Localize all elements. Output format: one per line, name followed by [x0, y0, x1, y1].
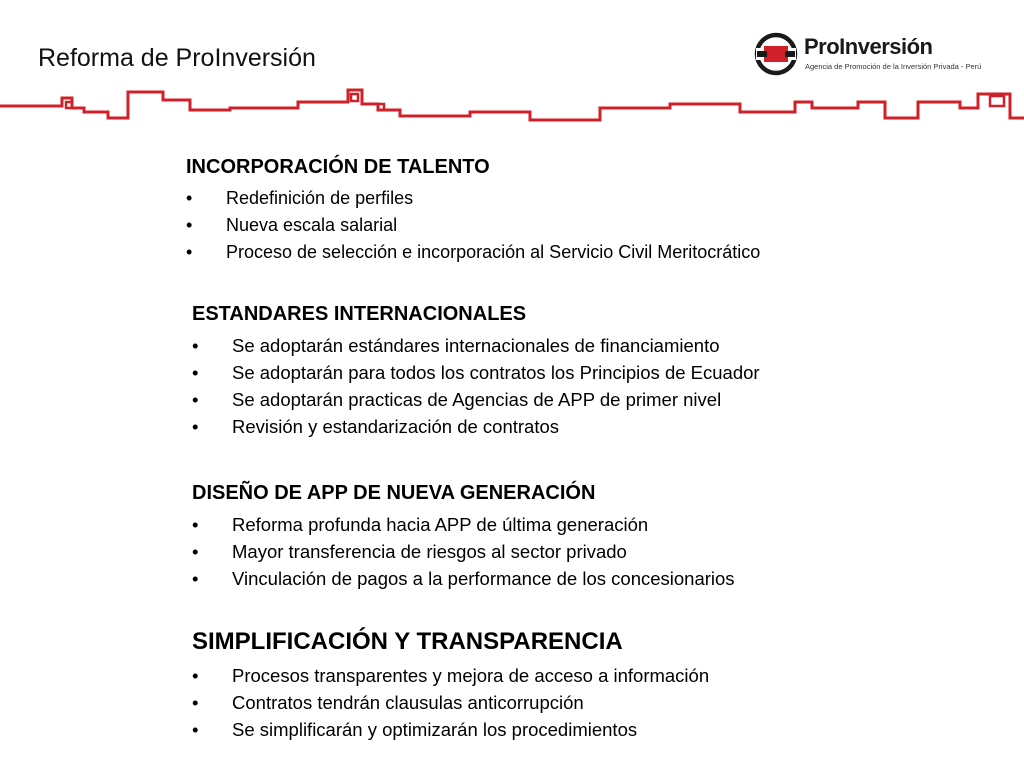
list-item [192, 662, 709, 689]
bullet-icon: • [186, 215, 193, 235]
list-item-text: Redefinición de perfiles [226, 188, 414, 208]
bullet-icon: • [186, 242, 193, 262]
section-simplificacion-transparencia [192, 628, 709, 743]
list-item-text: Nueva escala salarial [226, 215, 398, 235]
section-title: DISEÑO DE APP DE NUEVA GENERACIÓN [192, 482, 596, 504]
list-item [186, 239, 760, 266]
list-item-text: Revisión y estandarización de contratos [232, 416, 560, 437]
list-item-text: Reforma profunda hacia APP de última generación [232, 514, 649, 535]
list-item-text: Mayor transferencia de riesgos al sector privado [232, 541, 627, 562]
list-item-text: Se adoptarán para todos los contratos los Principios de Ecuador [232, 362, 760, 383]
bullet-icon: • [192, 719, 199, 740]
list-item-text: Contratos tendrán clausulas anticorrupción [232, 692, 584, 713]
bullet-icon: • [192, 416, 199, 437]
bullet-icon: • [192, 692, 199, 713]
list-item [192, 716, 709, 743]
list-item [192, 359, 760, 386]
list-item [192, 386, 760, 413]
bullet-icon: • [192, 514, 199, 535]
logo-tagline: Agencia de Promoción de la Inversión Privada - Perú [805, 62, 982, 71]
list-item-text: Proceso de selección e incorporación al Servicio Civil Meritocrático [226, 242, 761, 262]
bullet-list [192, 662, 709, 743]
bullet-icon: • [192, 568, 199, 589]
logo-name: ProInversión [804, 34, 933, 59]
list-item [192, 538, 735, 565]
bullet-icon: • [192, 362, 199, 383]
list-item-text: Se adoptarán estándares internacionales de financiamiento [232, 335, 720, 356]
list-item-text: Vinculación de pagos a la performance de los concesionarios [232, 568, 735, 589]
list-item-text: Se simplificarán y optimizarán los procedimientos [232, 719, 638, 740]
list-item [192, 332, 760, 359]
proinversion-logo-icon [754, 30, 802, 78]
list-item [192, 689, 709, 716]
list-item [186, 212, 760, 239]
list-item [192, 565, 735, 592]
section-diseno-app [192, 482, 735, 592]
section-title: ESTANDARES INTERNACIONALES [192, 303, 527, 325]
bullet-icon: • [192, 665, 199, 686]
list-item-text: Procesos transparentes y mejora de acceso a información [232, 665, 710, 686]
bullet-icon: • [192, 389, 199, 410]
list-item [192, 413, 760, 440]
list-item [192, 511, 735, 538]
section-title: SIMPLIFICACIÓN Y TRANSPARENCIA [192, 628, 623, 655]
skyline-line [0, 82, 1024, 128]
slide-title: Reforma de ProInversión [38, 44, 316, 72]
bullet-list [192, 511, 735, 592]
list-item-text: Se adoptarán practicas de Agencias de APP de primer nivel [232, 389, 722, 410]
bullet-icon: • [192, 335, 199, 356]
proinversion-logo [754, 30, 982, 78]
bullet-icon: • [192, 541, 199, 562]
section-title: INCORPORACIÓN DE TALENTO [186, 156, 490, 178]
bullet-list [192, 332, 760, 440]
list-item [186, 185, 760, 212]
bullet-list [186, 185, 760, 266]
bullet-icon: • [186, 188, 193, 208]
section-incorporacion-talento [186, 156, 760, 266]
section-estandares-internacionales [192, 303, 760, 440]
